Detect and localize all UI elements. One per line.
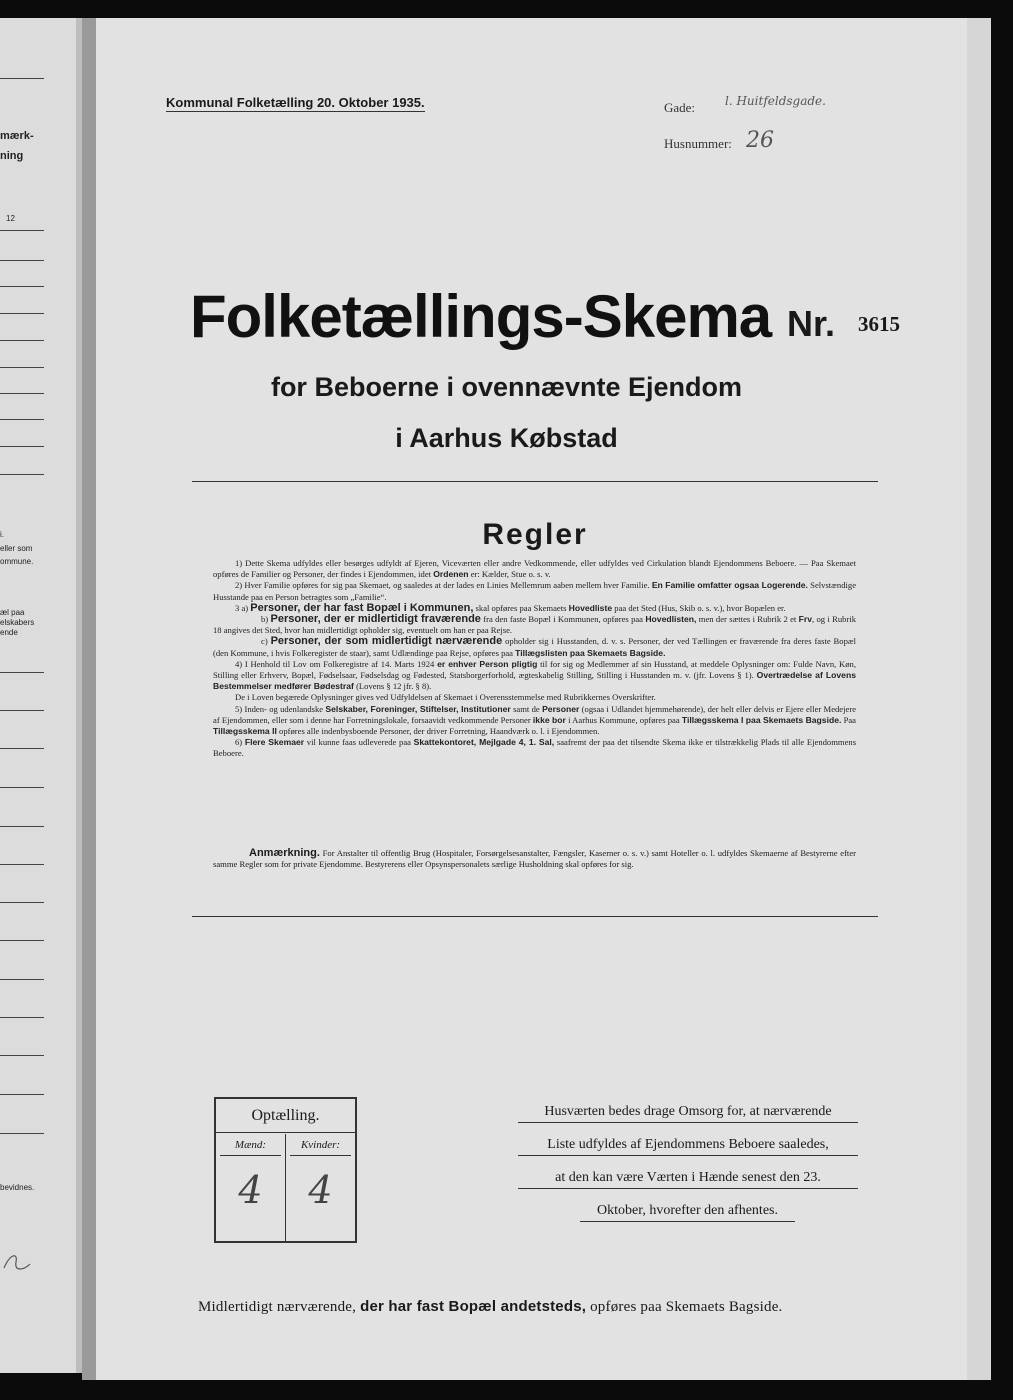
rule-3c [213, 636, 856, 658]
fragment-text: ende [0, 628, 18, 637]
rule-line [0, 230, 44, 231]
page-edge-right [967, 18, 991, 1380]
rule-text: er: Kælder, Stue o. s. v. [470, 569, 551, 580]
rules-heading: Regler [482, 518, 588, 551]
count-box [214, 1097, 357, 1243]
rule-line [0, 260, 44, 261]
fragment-text: i. [0, 530, 4, 539]
rule-text: opføres alle indenbysboende Personer, der driver Forretning, Haandværk o. l. i Ejendommen. [279, 726, 600, 737]
notice-line: Liste udfyldes af Ejendommens Beboere saaledes, [518, 1135, 858, 1156]
street-label: Gade: [664, 100, 696, 115]
form-subtitle-city: i Aarhus Købstad [395, 423, 618, 453]
count-men-column [216, 1134, 286, 1241]
rule-emphasis: Tillægsskema I paa Skemaets Bagside. [681, 714, 842, 725]
rule-line [0, 979, 44, 980]
fragment-text: bevidnes. [0, 1183, 35, 1192]
signature-mark [2, 1248, 32, 1272]
rule-line [0, 1017, 44, 1018]
count-women-column [286, 1134, 355, 1241]
fragment-text: eller som [0, 544, 33, 553]
notice-line: Oktober, hvorefter den afhentes. [580, 1201, 795, 1222]
rule-4b: De i Loven begærede Oplysninger gives ved Udfyldelsen af Skemaet i Overensstemmelse med Rubrikkernes Overskrifter. [235, 692, 656, 703]
rule-emphasis: er enhver Person pligtig [437, 658, 538, 669]
rule-text: 3 a) [235, 602, 249, 613]
rule-5 [213, 704, 856, 738]
fragment-text: elskabers [0, 618, 35, 627]
rule-line [0, 367, 44, 368]
rule-emphasis: Ordenen [433, 569, 469, 580]
rule-emphasis: Personer, der som midlertidigt nærværende [270, 635, 503, 648]
rule-emphasis: Tillægsskema II [213, 726, 277, 737]
notice-line: at den kan være Værten i Hænde senest den 23. [518, 1168, 858, 1189]
rule-line [0, 340, 44, 341]
rule-emphasis: Frv [798, 614, 813, 625]
rule-line [0, 313, 44, 314]
count-box-title: Optælling. [216, 1099, 355, 1133]
note-text: For Anstalter til offentlig Brug (Hospitaler, Forsørgelsesanstalter, Fængsler, Kaserner o. s. v.) samt Hoteller o. l. udfyldes Skemaerne af Bestyrerne efter samme Regler som for private Ejendomme. Bestyrerens eller Opsynspersonalets særlige Husholdning skal opføres for sig. [213, 848, 856, 870]
rule-line [0, 940, 44, 941]
rule-text: i Aarhus Kommune, opføres paa [568, 714, 680, 725]
rule-text: b) [261, 614, 269, 625]
note-paragraph [213, 848, 856, 870]
form-number-value: 3615 [858, 312, 900, 336]
rule-emphasis: Skattekontoret, Mejlgade 4, 1. Sal, [413, 737, 555, 748]
rule-line [0, 78, 44, 79]
rule-emphasis: Hovedliste [568, 602, 613, 613]
rule-text: vil kunne faas udleverede paa [306, 737, 411, 748]
footer-emphasis: der har fast Bopæl andetsteds, [360, 1298, 587, 1315]
rule-text: Selvstændige Husstande paa en Person betragtes som „Familie“. [213, 580, 857, 602]
rule-line [0, 864, 44, 865]
rule-line [0, 787, 44, 788]
rule-text: paa det Sted (Hus, Skib o. s. v.), hvor Bopælen er. [614, 602, 786, 613]
fragment-text: ning [0, 150, 24, 162]
rule-text: saafremt der paa det tilsendte Skema ikke er tilstrækkelig Plads til alle Ejendommens Beboere. [213, 737, 857, 759]
rule-text: fra den faste Bopæl i Kommunen, opføres paa [483, 614, 643, 625]
count-women-label: Kvinder: [300, 1139, 341, 1151]
adjacent-page-fragment [0, 18, 82, 1373]
form-title: Folketællings-Skema [190, 283, 772, 350]
rule-emphasis: En Familie omfatter ogsaa Logerende. [651, 580, 808, 591]
rule-emphasis: Personer, der har fast Bopæl i Kommunen, [250, 601, 474, 614]
rule-line [0, 710, 44, 711]
rule-line [0, 286, 44, 287]
rule-1 [213, 558, 856, 580]
census-title: Kommunal Folketælling 20. Oktober 1935. [166, 95, 425, 110]
rule-line [0, 748, 44, 749]
count-label-rule [220, 1155, 281, 1156]
fragment-text: mærk- [0, 130, 34, 142]
rule-line [0, 1133, 44, 1134]
rule-3b [213, 614, 856, 636]
rule-line [0, 826, 44, 827]
footer-text: Midlertidigt nærværende, [198, 1299, 357, 1315]
rule-6 [213, 737, 856, 759]
rule-emphasis: ikke bor [532, 714, 566, 725]
rule-text: c) [261, 636, 268, 647]
house-number-value: 26 [746, 128, 774, 153]
rule-emphasis: Overtrædelse af Lovens Bestemmelser medfører Bødestraf [213, 670, 856, 692]
count-men-label: Mænd: [234, 1139, 267, 1151]
fragment-text: ommune. [0, 557, 34, 566]
rule-emphasis: Tillægslisten paa Skemaets Bagside. [515, 647, 666, 658]
rule-text: , og i Rubrik 18 angives det Sted, hvor han midlertidigt opholder sig, eventuelt om han er paa Rejse. [213, 614, 857, 636]
rule-line [0, 1055, 44, 1056]
rule-text: men der sættes i Rubrik 2 et [698, 614, 797, 625]
rule-emphasis: Flere Skemaer [244, 737, 305, 748]
note-label: Anmærkning. [249, 847, 320, 859]
fragment-text: æl paa [0, 608, 25, 617]
rule-line [0, 672, 44, 673]
rule-text: Paa [843, 714, 856, 725]
landlord-notice [518, 1102, 858, 1234]
rule-text: 1) Dette Skema udfyldes eller besørges udfyldt af Ejeren, Viceværten eller andre Vedkommende, eller udfyldes ved Cirkulation blandt Ejendommens Beboere. — Paa Skemaet opføres de Familier og Personer, der findes i Ejendommen, idet [213, 558, 856, 580]
rule-line [0, 902, 44, 903]
rule-text: samt de [513, 703, 540, 714]
rule-text: (ogsaa i Udlandet hjemmehørende), der helt eller delvis er Ejere eller Medejere af Ejendommen, eller som i denne har Forretningslokale, forsaavidt vedkommende Personer [213, 703, 857, 725]
notice-line: Husværten bedes drage Omsorg for, at nærværende [518, 1102, 858, 1123]
rule-text: skal opføres paa Skemaets [475, 602, 567, 613]
rule-emphasis: Personer, der er midlertidigt fraværende [270, 613, 481, 626]
rule-line [0, 474, 44, 475]
fragment-text: 12 [6, 214, 15, 223]
rule-text: 4) I Henhold til Lov om Folkeregistre af 14. Marts 1924 [235, 658, 435, 669]
rule-text: opholder sig i Husstanden, d. v. s. Personer, der ved Tællingen er fraværende fra deres faste Bopæl (den Kommune, i hvis Folkeregister de staar), samt Udlændinge paa Rejse, opføres paa [213, 636, 857, 658]
rule-text: til for sig og Medlemmer af sin Husstand, at meddele Oplysninger om: Fulde Navn, Køn, Stilling eller Erhverv, Bopæl, Fødselsaar, Fødselsdag og Fødested, Statsborgerforhold, ægteskabelig Stilling, Stilling i Husstanden m. v. (jfr. Lovens § 1). [213, 658, 857, 681]
rule-2 [213, 580, 856, 602]
rule-text: 5) Inden- og udenlandske [235, 703, 324, 714]
rule-text: (Lovens § 12 jfr. § 8). [356, 681, 432, 692]
divider [192, 481, 878, 482]
rule-4 [213, 659, 856, 693]
count-men-value: 4 [238, 1168, 263, 1212]
form-subtitle: for Beboerne i ovennævnte Ejendom [270, 372, 743, 402]
house-number-label: Husnummer: [664, 136, 732, 151]
divider [192, 916, 878, 917]
footer-note [198, 1298, 783, 1316]
count-women-value: 4 [308, 1168, 333, 1212]
street-value: l. Huitfeldsgade. [725, 94, 826, 108]
rule-emphasis: Selskaber, Foreninger, Stiftelser, Institutioner [325, 703, 511, 714]
count-label-rule [290, 1155, 351, 1156]
page-gutter [82, 18, 96, 1380]
rule-text: 2) Hver Familie opføres for sig paa Skemaet, og saaledes at der lades en Linies Mellemrum aaben mellem hver Familie. [235, 580, 650, 591]
rule-line [0, 419, 44, 420]
rule-emphasis: Hovedlisten, [645, 614, 697, 625]
rules-text [213, 558, 856, 760]
rule-emphasis: Personer [542, 703, 580, 714]
footer-text: opføres paa Skemaets Bagside. [590, 1299, 783, 1315]
rule-text: 6) [235, 737, 243, 748]
rule-line [0, 1094, 44, 1095]
form-number-label: Nr. [787, 303, 836, 344]
